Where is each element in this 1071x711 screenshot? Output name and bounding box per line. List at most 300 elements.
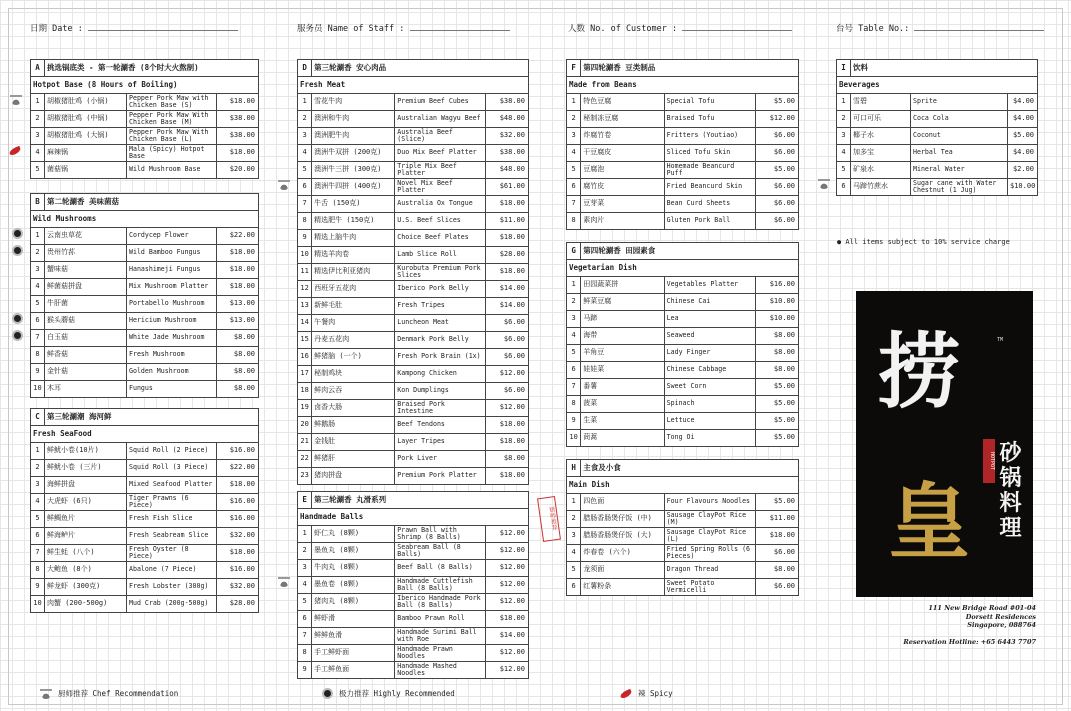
item-english-name: Sweet Potato Vermicelli <box>664 579 756 596</box>
item-number: 1 <box>837 94 851 111</box>
section-subtitle: Fresh SeaFood <box>31 426 259 443</box>
menu-item-row[interactable] <box>837 162 1038 179</box>
logo-char-lao: 捞 <box>878 324 961 420</box>
menu-item-row[interactable] <box>567 196 799 213</box>
item-english-name: Lettuce <box>664 413 756 430</box>
section-subtitle: Vegetarian Dish <box>567 260 799 277</box>
item-price: $10.00 <box>756 311 799 328</box>
menu-item-row[interactable] <box>298 383 529 400</box>
item-chinese-name: 雪碧 <box>851 94 911 111</box>
item-chinese-name: 茼蒿 <box>581 430 664 447</box>
customer-label: 人数 No. of Customer : <box>568 24 678 34</box>
section-letter: D <box>298 60 312 77</box>
menu-item-row[interactable] <box>567 94 799 111</box>
item-chinese-name: 椰子水 <box>851 128 911 145</box>
item-price: $38.00 <box>486 145 529 162</box>
section-letter: F <box>567 60 581 77</box>
item-number: 10 <box>31 596 45 613</box>
table-field[interactable] <box>836 22 1044 34</box>
item-english-name: Luncheon Meat <box>395 315 486 332</box>
item-price: $6.00 <box>756 196 799 213</box>
item-price: $11.00 <box>486 213 529 230</box>
menu-item-row[interactable] <box>31 111 259 128</box>
section-letter: A <box>31 60 45 77</box>
item-number: 2 <box>31 460 45 477</box>
item-chinese-name: 澳洲肥牛肉 <box>312 128 395 145</box>
item-number: 7 <box>298 628 312 645</box>
item-chinese-name: 鲜猪肝 <box>312 451 395 468</box>
staff-label: 服务员 Name of Staff : <box>297 24 405 34</box>
menu-item-row[interactable] <box>298 349 529 366</box>
item-chinese-name: 豆腐泡 <box>581 162 664 179</box>
customer-field[interactable] <box>568 22 792 34</box>
item-number: 21 <box>298 434 312 451</box>
menu-item-row[interactable] <box>298 281 529 298</box>
item-price: $6.00 <box>756 128 799 145</box>
item-chinese-name: 牛肝菌 <box>45 296 127 313</box>
item-chinese-name: 鲜龙虾 (300克) <box>45 579 127 596</box>
section-title: 挑选锅底类 - 第一轮涮香 (8个时大火熬制) <box>45 60 259 77</box>
item-chinese-name: 精选伊比利亚猪肉 <box>312 264 395 281</box>
item-chinese-name: 雪花牛肉 <box>312 94 395 111</box>
date-field[interactable] <box>30 22 238 34</box>
item-chinese-name: 鲜菜豆腐 <box>581 294 664 311</box>
item-chinese-name: 澳洲和牛肉 <box>312 111 395 128</box>
menu-item-row[interactable] <box>837 94 1038 111</box>
item-english-name: Fresh Mushroom <box>127 347 217 364</box>
item-number: 14 <box>298 315 312 332</box>
item-price: $6.00 <box>756 145 799 162</box>
menu-item-row[interactable] <box>298 468 529 485</box>
item-english-name: Premium Beef Cubes <box>395 94 486 111</box>
date-label: 日期 Date : <box>30 24 83 34</box>
item-price: $18.00 <box>217 477 259 494</box>
menu-item-row[interactable] <box>298 111 529 128</box>
item-number: 7 <box>567 196 581 213</box>
menu-item-row[interactable] <box>567 162 799 179</box>
item-english-name: Kurobuta Premium Pork Slices <box>395 264 486 281</box>
item-chinese-name: 红薯粉条 <box>581 579 664 596</box>
item-price: $6.00 <box>756 545 799 562</box>
item-english-name: Fungus <box>127 381 217 398</box>
menu-item-row[interactable] <box>298 662 529 679</box>
item-chinese-name: 猪肉拼盘 <box>312 468 395 485</box>
menu-section-seafood <box>30 408 259 613</box>
menu-item-row[interactable] <box>298 247 529 264</box>
menu-item-row[interactable] <box>298 645 529 662</box>
menu-item-row[interactable] <box>567 545 799 562</box>
item-english-name: Fried Spring Rolls (6 Pieces) <box>664 545 756 562</box>
item-english-name: Portabello Mushroom <box>127 296 217 313</box>
menu-item-row[interactable] <box>567 145 799 162</box>
menu-item-row[interactable] <box>31 330 259 347</box>
item-chinese-name: 鲜菌菇拼盘 <box>45 279 127 296</box>
item-number: 20 <box>298 417 312 434</box>
item-chinese-name: 鲜虾滑 <box>312 611 395 628</box>
item-number: 13 <box>298 298 312 315</box>
highly-recommended-icon <box>12 245 23 256</box>
menu-item-row[interactable] <box>298 94 529 111</box>
item-number: 6 <box>31 528 45 545</box>
menu-item-row[interactable] <box>837 111 1038 128</box>
item-price: $22.00 <box>217 228 259 245</box>
menu-item-row[interactable] <box>567 345 799 362</box>
menu-item-row[interactable] <box>567 396 799 413</box>
menu-section-mushrooms <box>30 193 259 398</box>
menu-section-vegetarian <box>566 242 799 447</box>
item-number: 8 <box>298 645 312 662</box>
item-chinese-name: 牛舌 (150克) <box>312 196 395 213</box>
item-number: 1 <box>567 94 581 111</box>
menu-item-row[interactable] <box>567 562 799 579</box>
menu-item-row[interactable] <box>298 594 529 611</box>
item-chinese-name: 炸腐竹卷 <box>581 128 664 145</box>
section-letter: C <box>31 409 45 426</box>
menu-item-row[interactable] <box>298 332 529 349</box>
menu-item-row[interactable] <box>298 145 529 162</box>
item-chinese-name: 金钱肚 <box>312 434 395 451</box>
item-english-name: Bamboo Prawn Roll <box>395 611 486 628</box>
menu-item-row[interactable] <box>298 434 529 451</box>
menu-item-row[interactable] <box>567 111 799 128</box>
item-english-name: Vegetables Platter <box>664 277 756 294</box>
item-number: 4 <box>31 279 45 296</box>
menu-item-row[interactable] <box>567 277 799 294</box>
menu-item-row[interactable] <box>31 94 259 111</box>
item-number: 4 <box>298 577 312 594</box>
menu-item-row[interactable] <box>298 298 529 315</box>
item-price: $48.00 <box>486 162 529 179</box>
item-price: $6.00 <box>756 213 799 230</box>
menu-item-row[interactable] <box>31 279 259 296</box>
item-number: 7 <box>31 545 45 562</box>
item-price: $20.00 <box>217 162 259 179</box>
item-number: 7 <box>298 196 312 213</box>
menu-item-row[interactable] <box>31 460 259 477</box>
item-english-name: Spinach <box>664 396 756 413</box>
item-chinese-name: 鲜猪脑 (一个) <box>312 349 395 366</box>
item-price: $4.00 <box>1008 94 1038 111</box>
item-chinese-name: 马蹄 <box>581 311 664 328</box>
menu-item-row[interactable] <box>298 162 529 179</box>
item-number: 17 <box>298 366 312 383</box>
menu-item-row[interactable] <box>298 264 529 281</box>
menu-item-row[interactable] <box>298 543 529 560</box>
menu-section-balls <box>297 491 529 679</box>
item-english-name: Australia Beef (Slice) <box>395 128 486 145</box>
item-chinese-name: 卤香大肠 <box>312 400 395 417</box>
item-price: $5.00 <box>1008 128 1038 145</box>
address-line-3: Singapore, 088764 <box>967 621 1036 629</box>
item-chinese-name: 腐竹皮 <box>581 179 664 196</box>
item-number: 8 <box>31 562 45 579</box>
section-letter: I <box>837 60 851 77</box>
highly-recommended-icon <box>12 330 23 341</box>
item-english-name: Chinese Cabbage <box>664 362 756 379</box>
menu-item-row[interactable] <box>567 213 799 230</box>
item-chinese-name: 手工鲜鱼面 <box>312 662 395 679</box>
menu-item-row[interactable] <box>31 443 259 460</box>
item-price: $14.00 <box>486 281 529 298</box>
menu-item-row[interactable] <box>31 145 259 162</box>
menu-item-row[interactable] <box>298 560 529 577</box>
item-english-name: Triple Mix Beef Platter <box>395 162 486 179</box>
item-number: 6 <box>298 611 312 628</box>
menu-item-row[interactable] <box>567 430 799 447</box>
item-english-name: Handmade Cuttlefish Ball (8 Balls) <box>395 577 486 594</box>
item-chinese-name: 田园蔬菜拼 <box>581 277 664 294</box>
menu-item-row[interactable] <box>298 213 529 230</box>
item-number: 2 <box>31 245 45 262</box>
address-line-1: 111 New Bridge Road #01-04 <box>928 604 1036 612</box>
menu-item-row[interactable] <box>31 162 259 179</box>
menu-section-hotpot-base <box>30 59 259 179</box>
legend-highly-label: 极力推荐 Highly Recommended <box>339 689 455 698</box>
menu-item-row[interactable] <box>298 196 529 213</box>
item-price: $18.00 <box>217 94 259 111</box>
menu-item-row[interactable] <box>31 494 259 511</box>
item-number: 15 <box>298 332 312 349</box>
item-number: 4 <box>837 145 851 162</box>
item-english-name: Tiger Prawns (6 Piece) <box>127 494 217 511</box>
item-english-name: Fresh Tripes <box>395 298 486 315</box>
item-number: 3 <box>31 262 45 279</box>
menu-section-main-dish <box>566 459 799 596</box>
menu-item-row[interactable] <box>298 315 529 332</box>
menu-item-row[interactable] <box>31 528 259 545</box>
item-chinese-name: 鲜鱿小卷(10片) <box>45 443 127 460</box>
item-number: 6 <box>298 179 312 196</box>
item-price: $12.00 <box>486 662 529 679</box>
item-english-name: Handmade Surimi Ball with Roe <box>395 628 486 645</box>
staff-field[interactable] <box>297 22 510 34</box>
item-number: 3 <box>837 128 851 145</box>
item-chinese-name: 秘制鸡块 <box>312 366 395 383</box>
menu-item-row[interactable] <box>567 413 799 430</box>
item-number: 19 <box>298 400 312 417</box>
item-price: $5.00 <box>756 494 799 511</box>
item-number: 3 <box>298 128 312 145</box>
section-title: 第二轮涮香 美味菌菇 <box>45 194 259 211</box>
item-price: $28.00 <box>486 247 529 264</box>
item-english-name: Lady Finger <box>664 345 756 362</box>
menu-item-row[interactable] <box>298 451 529 468</box>
item-price: $10.00 <box>1008 179 1038 196</box>
item-number: 2 <box>567 511 581 528</box>
menu-item-row[interactable] <box>31 128 259 145</box>
section-letter: G <box>567 243 581 260</box>
item-number: 18 <box>298 383 312 400</box>
item-price: $18.00 <box>217 145 259 162</box>
item-chinese-name: 墨鱼卷 (8颗) <box>312 577 395 594</box>
item-chinese-name: 手工鲜虾面 <box>312 645 395 662</box>
item-chinese-name: 生菜 <box>581 413 664 430</box>
item-number: 8 <box>567 396 581 413</box>
item-price: $18.00 <box>486 264 529 281</box>
item-number: 1 <box>567 277 581 294</box>
item-number: 7 <box>31 330 45 347</box>
item-english-name: Special Tofu <box>664 94 756 111</box>
item-chinese-name: 腊肠香肠煲仔饭 (中) <box>581 511 664 528</box>
section-title: 主食及小食 <box>581 460 799 477</box>
item-price: $32.00 <box>486 128 529 145</box>
item-english-name: Handmade Prawn Noodles <box>395 645 486 662</box>
item-english-name: Gluten Pork Ball <box>664 213 756 230</box>
item-number: 5 <box>837 162 851 179</box>
menu-item-row[interactable] <box>31 562 259 579</box>
item-price: $38.00 <box>217 111 259 128</box>
item-number: 9 <box>31 364 45 381</box>
section-title: 第四轮涮香 豆类制品 <box>581 60 799 77</box>
item-chinese-name: 炸春卷 (六个) <box>581 545 664 562</box>
item-chinese-name: 精选肥牛 (150克) <box>312 213 395 230</box>
menu-item-row[interactable] <box>567 579 799 596</box>
menu-item-row[interactable] <box>31 364 259 381</box>
menu-item-row[interactable] <box>298 417 529 434</box>
item-chinese-name: 鲜鱿小卷 (三片) <box>45 460 127 477</box>
menu-item-row[interactable] <box>31 262 259 279</box>
item-english-name: White Jade Mushroom <box>127 330 217 347</box>
item-number: 3 <box>31 128 45 145</box>
item-english-name: Wild Bamboo Fungus <box>127 245 217 262</box>
item-number: 5 <box>31 511 45 528</box>
item-english-name: Denmark Pork Belly <box>395 332 486 349</box>
item-english-name: Layer Tripes <box>395 434 486 451</box>
item-price: $16.00 <box>217 494 259 511</box>
item-price: $16.00 <box>217 511 259 528</box>
item-chinese-name: 午餐肉 <box>312 315 395 332</box>
item-price: $18.00 <box>486 468 529 485</box>
item-english-name: Iberico Handmade Pork Ball (8 Balls) <box>395 594 486 611</box>
menu-item-row[interactable] <box>567 328 799 345</box>
item-english-name: Abalone (7 Piece) <box>127 562 217 579</box>
menu-item-row[interactable] <box>567 179 799 196</box>
item-english-name: Mixed Seafood Platter <box>127 477 217 494</box>
item-price: $6.00 <box>486 315 529 332</box>
item-english-name: Wild Mushroom Base <box>127 162 217 179</box>
item-english-name: Premium Pork Platter <box>395 468 486 485</box>
item-number: 10 <box>31 381 45 398</box>
item-english-name: Braised Pork Intestine <box>395 400 486 417</box>
menu-item-row[interactable] <box>567 128 799 145</box>
item-price: $28.00 <box>217 596 259 613</box>
item-price: $8.00 <box>756 328 799 345</box>
menu-item-row[interactable] <box>837 145 1038 162</box>
item-price: $8.00 <box>217 364 259 381</box>
item-price: $10.00 <box>756 294 799 311</box>
item-price: $8.00 <box>756 345 799 362</box>
menu-item-row[interactable] <box>31 347 259 364</box>
menu-item-row[interactable] <box>298 230 529 247</box>
menu-item-row[interactable] <box>298 400 529 417</box>
menu-item-row[interactable] <box>31 511 259 528</box>
menu-item-row[interactable] <box>837 179 1038 196</box>
item-chinese-name: 金针菇 <box>45 364 127 381</box>
menu-item-row[interactable] <box>31 296 259 313</box>
menu-item-row[interactable] <box>298 611 529 628</box>
item-english-name: Braised Tofu <box>664 111 756 128</box>
menu-item-row[interactable] <box>31 596 259 613</box>
item-chinese-name: 牛肉丸 (8颗) <box>312 560 395 577</box>
item-number: 6 <box>567 179 581 196</box>
item-number: 2 <box>298 543 312 560</box>
item-number: 3 <box>567 311 581 328</box>
menu-item-row[interactable] <box>567 379 799 396</box>
item-chinese-name: 鲜海鲈片 <box>45 528 127 545</box>
item-english-name: Sweet Corn <box>664 379 756 396</box>
restaurant-address <box>880 604 1036 646</box>
item-number: 6 <box>567 362 581 379</box>
chef-recommend-stamp: 厨师推荐 <box>537 496 561 542</box>
menu-item-row[interactable] <box>31 228 259 245</box>
menu-item-row[interactable] <box>298 179 529 196</box>
menu-item-row[interactable] <box>837 128 1038 145</box>
menu-item-row[interactable] <box>31 477 259 494</box>
menu-item-row[interactable] <box>567 494 799 511</box>
item-number: 9 <box>298 230 312 247</box>
section-title: 第三轮涮潮 海河鲜 <box>45 409 259 426</box>
item-price: $13.00 <box>217 296 259 313</box>
menu-item-row[interactable] <box>31 313 259 330</box>
menu-item-row[interactable] <box>298 128 529 145</box>
menu-item-row[interactable] <box>298 628 529 645</box>
item-number: 22 <box>298 451 312 468</box>
item-price: $13.00 <box>217 313 259 330</box>
menu-item-row[interactable] <box>31 245 259 262</box>
section-letter: E <box>298 492 312 509</box>
menu-item-row[interactable] <box>31 381 259 398</box>
menu-item-row[interactable] <box>298 577 529 594</box>
item-price: $2.00 <box>1008 162 1038 179</box>
logo-trademark: TM <box>996 337 1003 343</box>
item-chinese-name: 鲜鲷鱼片 <box>45 511 127 528</box>
menu-item-row[interactable] <box>31 545 259 562</box>
menu-item-row[interactable] <box>298 526 529 543</box>
item-price: $8.00 <box>217 330 259 347</box>
menu-item-row[interactable] <box>31 579 259 596</box>
menu-item-row[interactable] <box>567 362 799 379</box>
menu-item-row[interactable] <box>567 528 799 545</box>
item-english-name: Sugar cane with Water Chestnut (1 Jug) <box>911 179 1008 196</box>
item-chinese-name: 麻辣锅 <box>45 145 127 162</box>
item-number: 8 <box>567 213 581 230</box>
item-number: 11 <box>298 264 312 281</box>
menu-item-row[interactable] <box>567 294 799 311</box>
item-number: 8 <box>298 213 312 230</box>
item-english-name: Bean Curd Sheets <box>664 196 756 213</box>
item-price: $5.00 <box>756 162 799 179</box>
item-price: $18.00 <box>217 545 259 562</box>
item-number: 1 <box>298 526 312 543</box>
table-label: 台号 Table No.: <box>836 24 910 34</box>
menu-item-row[interactable] <box>567 311 799 328</box>
item-chinese-name: 菌菇锅 <box>45 162 127 179</box>
item-chinese-name: 矿泉水 <box>851 162 911 179</box>
menu-item-row[interactable] <box>567 511 799 528</box>
item-price: $8.00 <box>756 362 799 379</box>
item-chinese-name: 贵州竹荪 <box>45 245 127 262</box>
item-price: $18.00 <box>217 245 259 262</box>
item-english-name: Mala (Spicy) Hotpot Base <box>127 145 217 162</box>
item-price: $12.00 <box>486 645 529 662</box>
item-price: $18.00 <box>217 262 259 279</box>
item-number: 1 <box>31 228 45 245</box>
item-english-name: Novel Mix Beef Platter <box>395 179 486 196</box>
menu-item-row[interactable] <box>298 366 529 383</box>
item-number: 4 <box>567 145 581 162</box>
item-chinese-name: 鲜肉云吞 <box>312 383 395 400</box>
item-price: $5.00 <box>756 430 799 447</box>
